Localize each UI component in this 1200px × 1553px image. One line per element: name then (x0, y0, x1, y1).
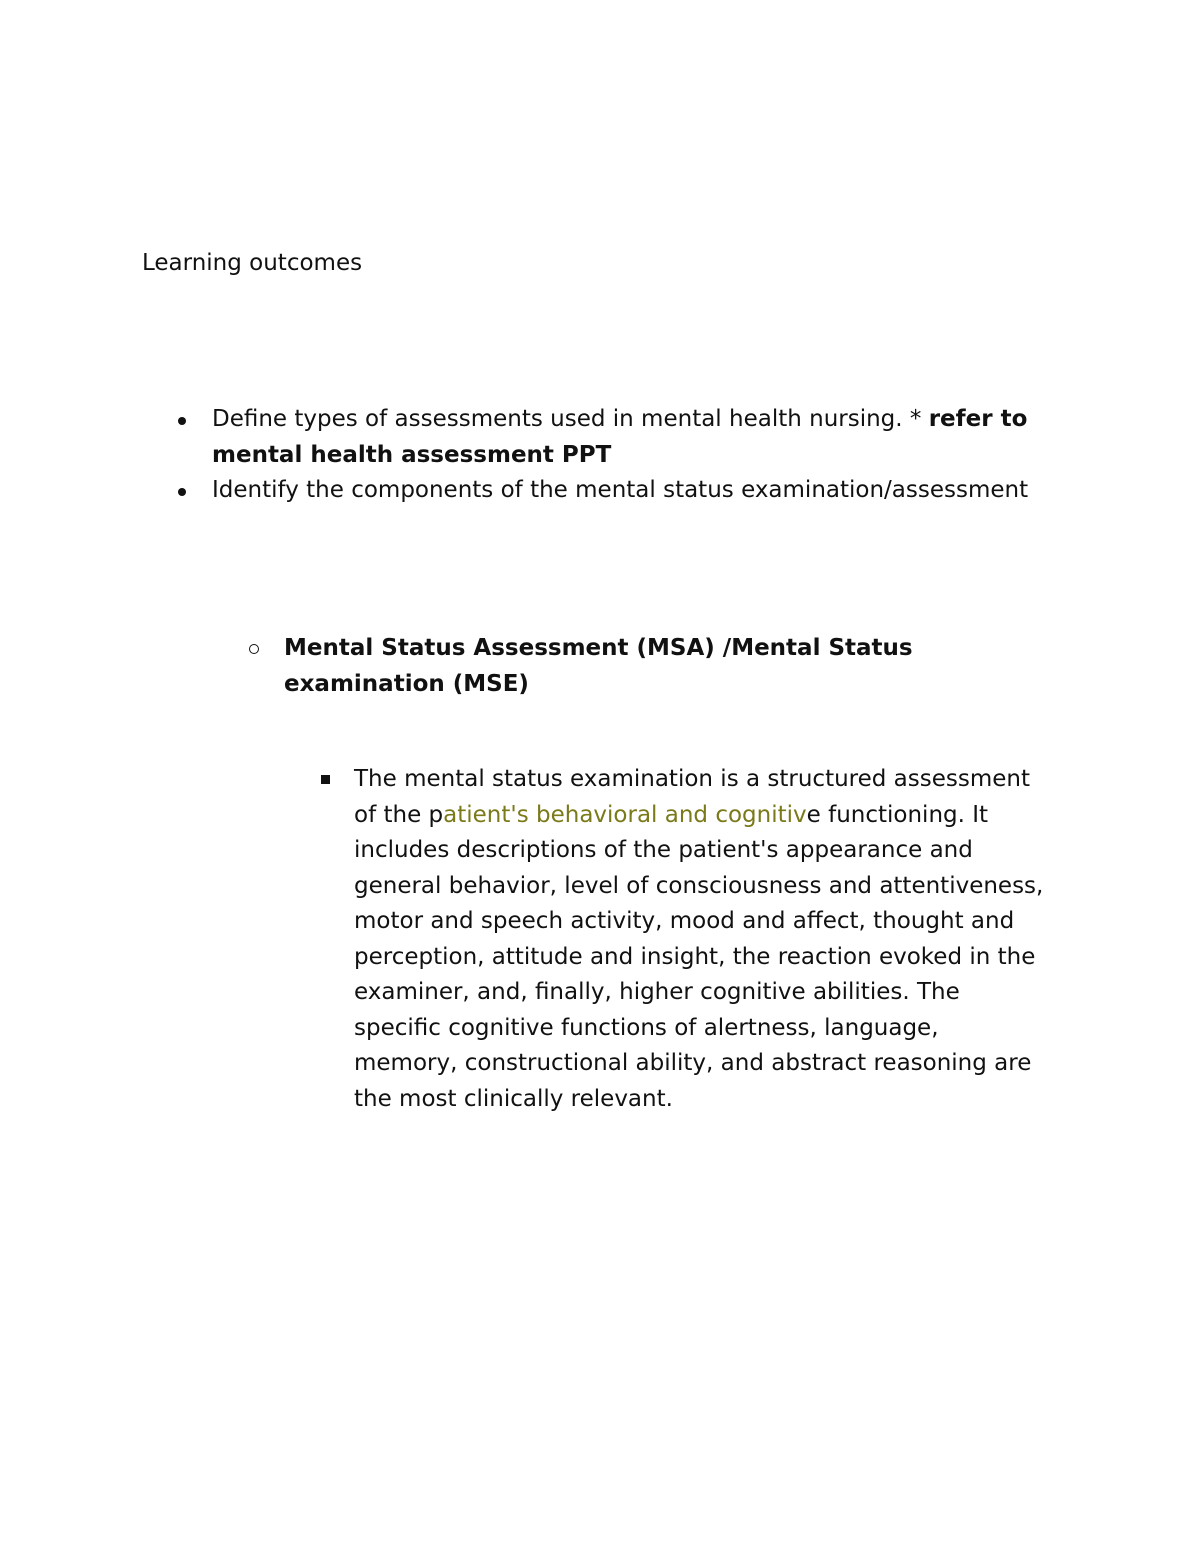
outcome-item (176, 473, 1076, 509)
sub-item (247, 631, 967, 702)
bullet-circle-icon (249, 644, 259, 654)
bullet-square-icon (321, 775, 330, 784)
outcome-note: refer to mental health assessment PPT (212, 406, 1028, 468)
learning-outcomes-list (176, 402, 1076, 509)
detail-list (319, 762, 1049, 1117)
sub-item-title: Mental Status Assessment (MSA) /Mental Status examination (MSE) (284, 635, 913, 697)
bullet-dot-icon (178, 417, 186, 425)
detail-item (319, 762, 1049, 1117)
sub-list (247, 631, 967, 702)
detail-text-start: The mental status examination is a structured assessment of the p (354, 766, 1031, 828)
outcome-item (176, 402, 1076, 473)
section-heading: Learning outcomes (142, 250, 363, 276)
outcome-text: Define types of assessments used in mental health nursing. * (212, 406, 929, 432)
outcome-text: Identify the components of the mental status examination/assessment (212, 477, 1029, 503)
detail-text-end: e functioning. It includes descriptions of the patient's appearance and general behavior, level of consciousness and attentiveness, motor and speech activity, mood and affect, thought and perception, attitude and insight, the reaction evoked in the examiner, and, finally, higher cognitive abilities. The specific cognitive functions of alertness, language, memory, constructional ability, and abstract reasoning are the most clinically relevant. (354, 801, 1044, 1112)
bullet-dot-icon (178, 488, 186, 496)
highlighted-text: atient's behavioral and cognitiv (443, 801, 807, 828)
